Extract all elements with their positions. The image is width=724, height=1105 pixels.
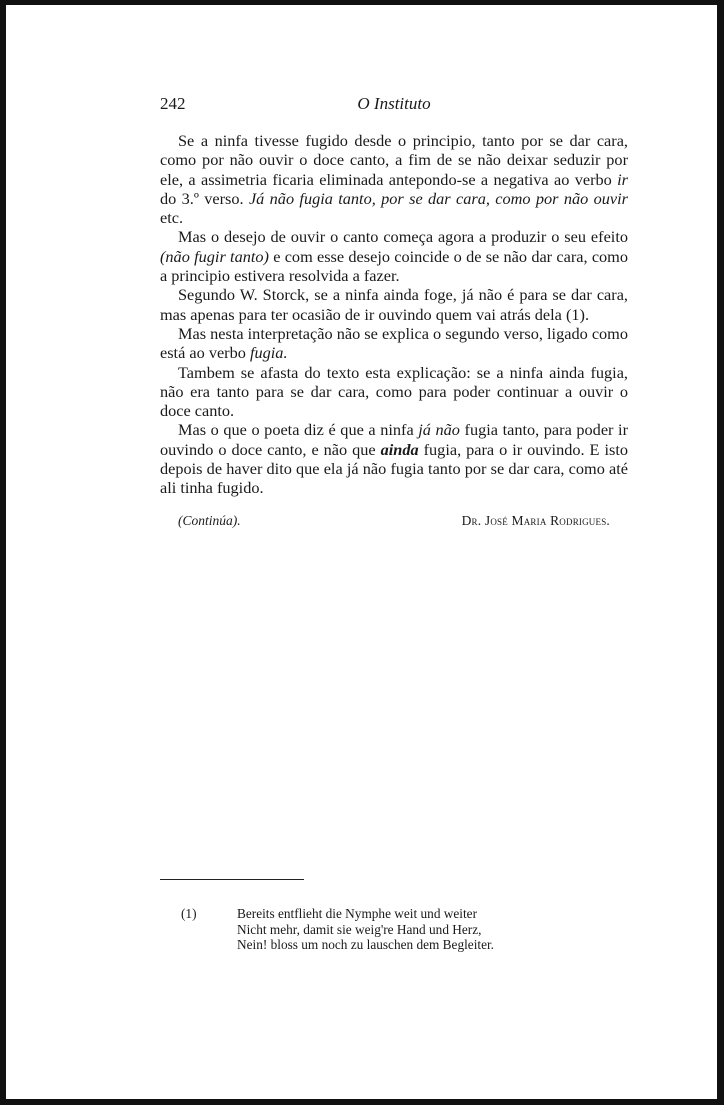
emphasis-run: Já não fugia tanto, por se dar cara, como por não ouvir xyxy=(248,188,628,208)
text-run: fugia tanto, para poder ir ouvindo o doce canto, e não que xyxy=(160,420,628,459)
text-run: Segundo W. Storck, se a ninfa ainda foge, já não é para se dar cara, mas apenas para ter ocasião de ir ouvindo quem vai atrás dela (1). xyxy=(160,285,628,324)
continued-note: (Continúa). xyxy=(178,513,241,528)
author-name: Dr. José Maria Rodrigues. xyxy=(461,513,610,528)
text-run: Se a ninfa tivesse fugido desde o principio, tanto por se dar cara, como por não ouvir o doce canto, a fim de se não deixar seduzir por ele, a assimetria ficaria eliminada antepondo-se a negativa ao verbo xyxy=(160,131,628,189)
footnote-line: Nicht mehr, damit sie weig're Hand und Herz, xyxy=(237,921,482,937)
emphasis-run: fugia. xyxy=(249,343,288,363)
emphasis-run: ainda xyxy=(380,439,419,459)
text-run: e com esse desejo coincide o de se não dar cara, como a principio estivera resolvida a fazer. xyxy=(160,246,628,286)
article-body xyxy=(160,131,628,498)
text-run: etc. xyxy=(160,208,184,228)
signature-line xyxy=(178,513,610,533)
emphasis-run: já não xyxy=(418,420,460,440)
paragraph xyxy=(160,285,628,324)
footnote-line: Nein! bloss um noch zu lauschen dem Begleiter. xyxy=(237,937,495,953)
running-title: O Instituto xyxy=(357,94,431,113)
page-header xyxy=(160,94,628,116)
footnote-verse xyxy=(237,906,581,953)
paragraph xyxy=(160,131,628,227)
paragraph xyxy=(160,420,628,497)
text-run: Mas o que o poeta diz é que a ninfa xyxy=(178,420,419,440)
emphasis-run: ir xyxy=(617,169,628,189)
text-run: do 3.º verso. xyxy=(160,188,249,208)
page-number: 242 xyxy=(160,94,186,113)
footnote-marker: (1) xyxy=(181,906,197,921)
paragraph xyxy=(160,363,628,421)
footnote-line: Bereits entflieht die Nymphe weit und weiter xyxy=(237,906,478,921)
text-run: fugia, para o ir ouvindo. E isto depois de haver dito que ela já não fugia tanto por se dar cara, como até ali tinha fugido. xyxy=(160,439,628,498)
text-run: Mas o desejo de ouvir o canto começa agora a produzir o seu efeito xyxy=(178,227,628,247)
text-run: Mas nesta interpretação não se explica o segundo verso, ligado como está ao verbo xyxy=(160,323,628,363)
footnote-divider xyxy=(160,879,304,880)
paragraph xyxy=(160,324,628,363)
emphasis-run: (não fugir tanto) xyxy=(160,246,269,266)
paragraph xyxy=(160,227,628,285)
text-run: Tambem se afasta do texto esta explicação: se a ninfa ainda fugia, não era tanto para se dar cara, como para poder continuar a ouvir o doce canto. xyxy=(160,362,628,421)
